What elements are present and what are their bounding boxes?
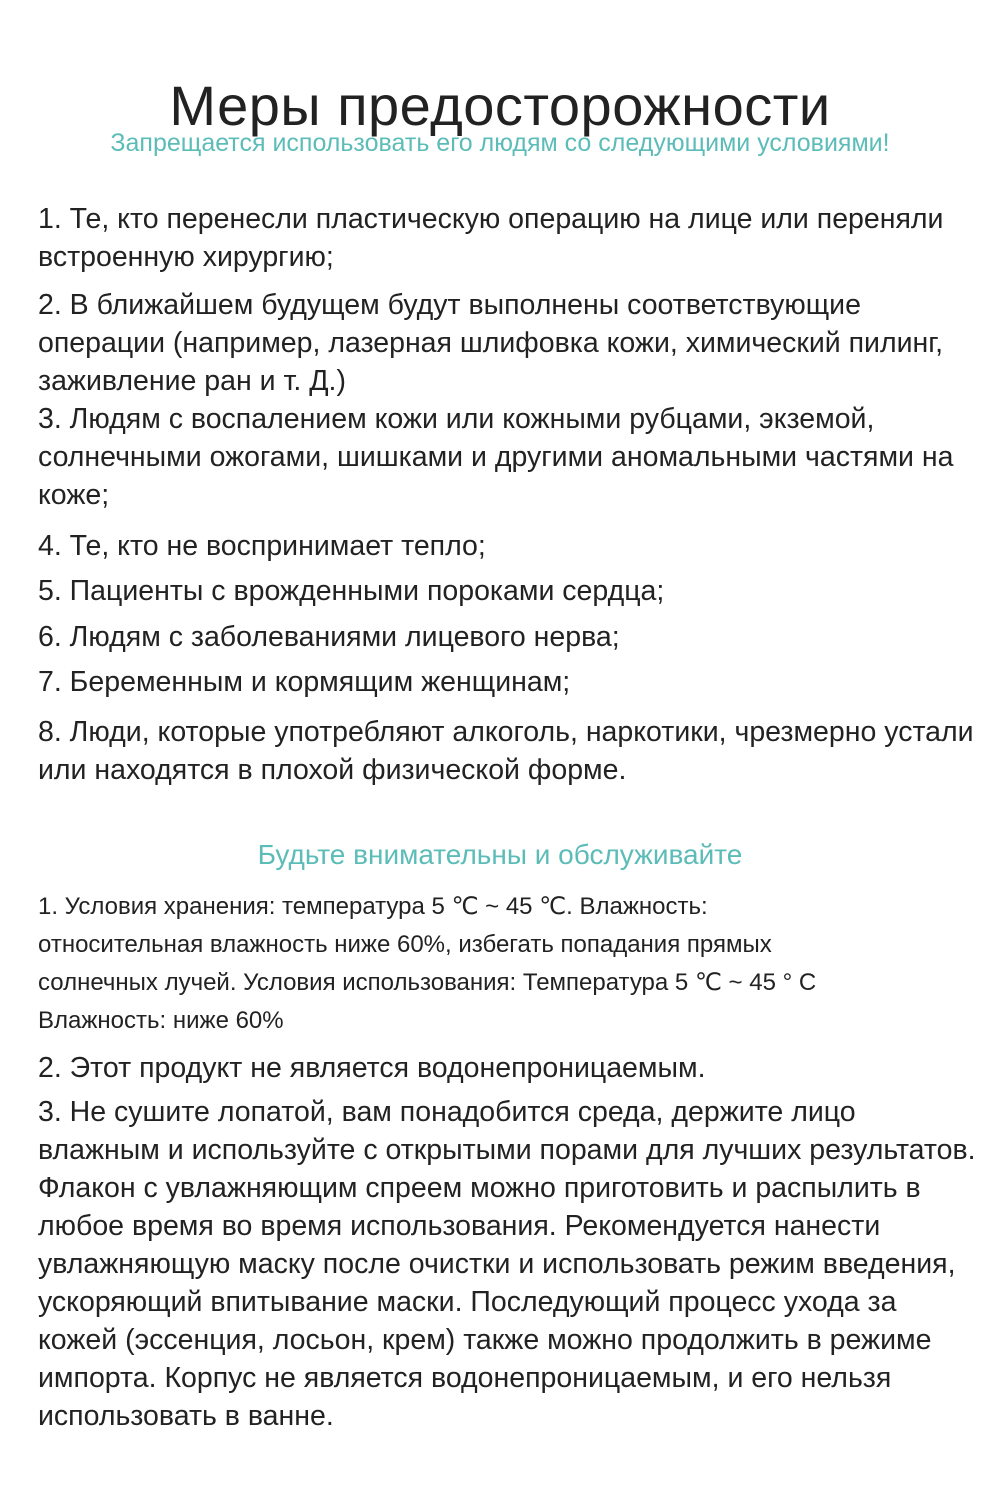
contraindication-item-2: 2. В ближайшем будущем будут выполнены соответствующие операции (например, лазерная шлифовка кожи, химический пилинг, заживление ран и т. Д.) (38, 289, 944, 397)
contraindication-item-5: 5. Пациенты с врожденными пороками сердца; (38, 575, 665, 607)
warning-subtitle: Запрещается использовать его людям со следующими условиями! (110, 129, 890, 157)
care-heading: Будьте внимательны и обслуживайте (257, 839, 743, 870)
contraindication-item-3: 3. Людям с воспалением кожи или кожными рубцами, экземой, солнечными ожогами, шишками и другими аномальными частями на коже; (38, 403, 954, 511)
contraindication-item-6: 6. Людям с заболеваниями лицевого нерва; (38, 621, 620, 653)
contraindication-item-7: 7. Беременным и кормящим женщинам; (38, 666, 571, 698)
page-title: Меры предосторожности (169, 73, 831, 137)
contraindication-item-1: 1. Те, кто перенесли пластическую операцию на лице или переняли встроенную хирургию; (38, 203, 944, 273)
contraindication-item-4: 4. Те, кто не воспринимает тепло; (38, 530, 486, 562)
care-item-1: 1. Условия хранения: температура 5 ℃ ~ 45 ℃. Влажность: относительная влажность ниже 60%, избегать попадания прямых солнечных лучей. Условия использования: Температура 5 ℃ ~ 45 ° C Влажность: ниже 60% (38, 893, 817, 1034)
contraindication-item-8: 8. Люди, которые употребляют алкоголь, наркотики, чрезмерно устали или находятся в плохой физической форме. (38, 716, 974, 786)
care-item-2: 2. Этот продукт не является водонепроницаемым. (38, 1052, 706, 1084)
care-item-3: 3. Не сушите лопатой, вам понадобится среда, держите лицо влажным и используйте с открытыми порами для лучших результатов. Флакон с увлажняющим спреем можно приготовить и распылить в любое время во время использования. Рекомендуется нанести увлажняющую маску после очистки и использовать режим введения, ускоряющий впитывание маски. Последующий процесс ухода за кожей (эссенция, лосьон, крем) также можно продолжить в режиме импорта. Корпус не является водонепроницаемым, и его нельзя использовать в ванне. (38, 1096, 976, 1432)
